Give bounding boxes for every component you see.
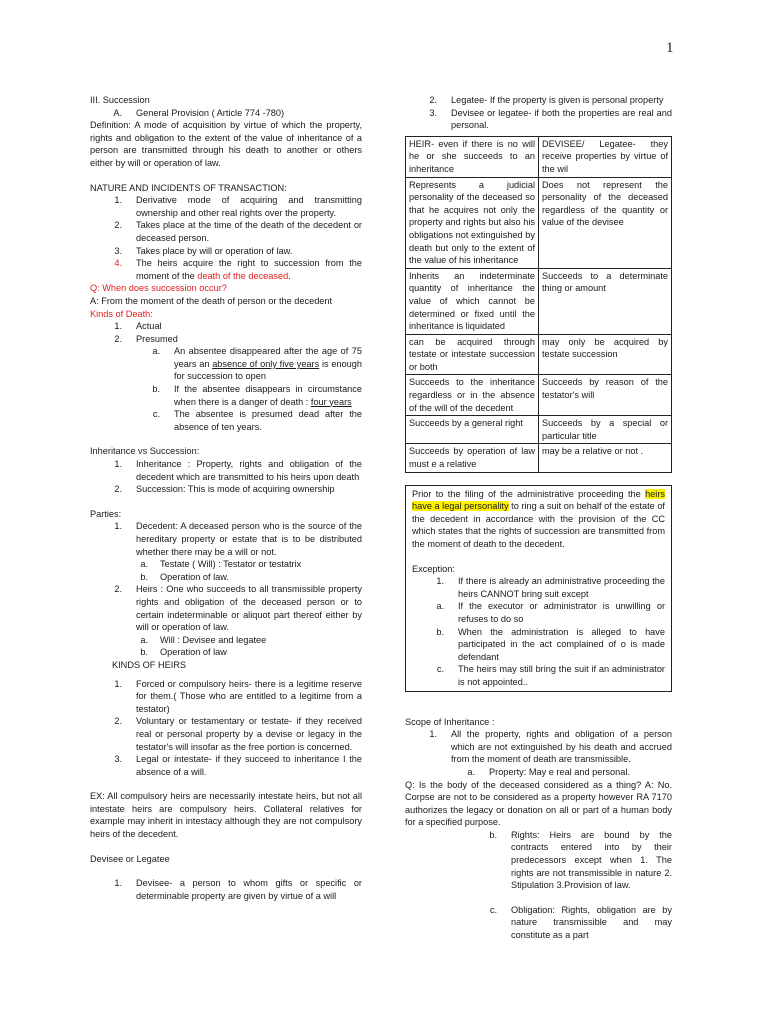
nature-heading: NATURE AND INCIDENTS OF TRANSACTION: <box>90 182 287 193</box>
table-cell: may only be acquired by testate succession <box>539 334 672 375</box>
section-heading: III. Succession <box>90 95 150 105</box>
left-column <box>90 94 362 902</box>
table-cell: Succeeds to the inheritance regardless or in the absence of the will of the decedent <box>406 375 539 416</box>
list-item: 2. Takes place at the time of the death of the decedent or deceased person. <box>114 220 362 243</box>
sub-list-item: b. Operation of law <box>140 647 227 658</box>
parties-heading: Parties: <box>90 508 122 519</box>
list-item: 3. Legal or intestate- if they succeed to inheritance I the absence of a will. <box>114 754 362 777</box>
example-paragraph: EX: All compulsory heirs are necessarily intestate heirs, but not all intestate heirs are compulsory heirs. Collateral relatives for example may inherit in intestacy although they are not compulsory heirs of the decedent. <box>90 791 362 840</box>
table-row <box>406 136 672 177</box>
table-cell: Succeeds by a special or particular title <box>539 416 672 444</box>
table-cell: Represents a judicial personality of the deceased so that he acquires not only the property and rights but also his obligations not extinguished by death but only to the extent of the value of his inheritance <box>406 177 539 268</box>
list-item: c. The heirs may still bring the suit if an administrator is not appointed.. <box>436 664 665 687</box>
list-item: 3. Takes place by will or operation of law. <box>114 245 293 256</box>
table-cell: Does not represent the personality of the deceased regardless of the quantity or value of the devisee <box>539 177 672 268</box>
scope-question: Q: Is the body of the deceased considered as a thing? A: No. Corpse are not to be considered as a property however RA 7170 authorizes the legacy or donation on all or part of a human body for a specified purpose. <box>405 779 672 828</box>
table-cell: may be a relative or not . <box>539 444 672 472</box>
kinds-of-heirs-heading: KINDS OF HEIRS <box>112 659 187 670</box>
table-row <box>406 416 672 444</box>
list-item: b. When the administration is alleged to have participated in the act complained of o is made defendant <box>436 626 665 662</box>
right-column <box>405 94 672 942</box>
box-paragraph: Prior to the filing of the administrative proceeding the heirs have a legal personality to ring a suit on behalf of the estate of the decedent in accordance with the provision of the CC which states that the rights of succession are transmitted from the moment of death to the decedent. <box>412 488 665 549</box>
list-item: 2. Presumed <box>114 333 178 344</box>
list-item: 1. Devisee- a person to whom gifts or specific or determinable property are given by virtue of a will <box>114 878 362 901</box>
table-cell: Succeeds by a general right <box>406 416 539 444</box>
table-cell: HEIR- even if there is no will he or she succeeds to an inheritance <box>406 136 539 177</box>
list-item: 2. Succession: This is mode of acquiring ownership <box>114 484 335 495</box>
legal-personality-box <box>405 485 672 692</box>
sub-list-item: b. Operation of law. <box>140 571 229 582</box>
table-cell: Succeeds by reason of the testator's will <box>539 375 672 416</box>
table-row <box>406 268 672 334</box>
list-item: 1. If there is already an administrative proceeding the heirs CANNOT bring suit except <box>436 576 665 599</box>
heir-vs-devisee-table <box>405 136 672 473</box>
exception-heading: Exception: <box>412 563 455 574</box>
list-item: 1. Decedent: A deceased person who is the source of the hereditary property or estate that is to be distributed whether there may be a will or not. <box>114 521 362 557</box>
table-row <box>406 375 672 416</box>
table-cell: Succeeds to a determinate thing or amount <box>539 268 672 334</box>
list-item: 2. Heirs : One who succeeds to all transmissible property rights and obligation of the deceased person or to certain indeterminable or aliquot part thereof either by will or operation of law. <box>114 584 362 633</box>
sub-list-item: a. Testate ( Will) : Testator or testatrix <box>140 559 302 570</box>
sub-list-item: a. Will : Devisee and legatee <box>140 634 267 645</box>
list-item: a. If the executor or administrator is unwilling or refuses to do so <box>436 601 665 624</box>
list-item: 2. Voluntary or testamentary or testate- if they received real or personal property by a devise or legacy in the testator's will insofar as the free portion is concerned. <box>114 716 362 752</box>
inheritance-heading: Inheritance vs Succession: <box>90 446 200 457</box>
highlight-red-text: death of the deceased <box>197 270 289 281</box>
table-row <box>406 444 672 472</box>
sub-list-item: b. If the absentee disappears in circumstance when there is a danger of death : four years <box>152 384 362 407</box>
list-item: 1. Inheritance : Property, rights and obligation of the decedent which are transmitted to his heirs upon death <box>114 459 362 482</box>
page-number: 1 <box>666 40 674 56</box>
devisee-heading: Devisee or Legatee <box>90 853 170 864</box>
list-item: 3. Devisee or legatee- if both the properties are real and personal. <box>429 107 672 131</box>
list-item: 2. Legatee- If the property is given is personal property <box>429 95 664 105</box>
table-cell: DEVISEE/ Legatee- they receive properties by virtue of the wil <box>539 136 672 177</box>
sub-list-item: a. Property: May e real and personal. <box>467 766 630 777</box>
table-row <box>406 177 672 268</box>
definition-paragraph: Definition: A mode of acquisition by virtue of which the property, rights and obligation to the extent of the value of inheritance of a person are transmitted through his death to another or others either by will or operation of law. <box>90 120 362 168</box>
sub-list-item: c. The absentee is presumed dead after the absence of ten years. <box>152 409 362 432</box>
table-row <box>406 334 672 375</box>
list-item: 1. Forced or compulsory heirs- there is a legitime reserve for them.( Those who are entitled to a legitime from a testator) <box>114 678 362 714</box>
highlighted-text: heirs have a legal personality <box>412 488 665 512</box>
table-cell: Succeeds by operation of law must e a relative <box>406 444 539 472</box>
kinds-of-death-heading: Kinds of Death: <box>90 308 153 319</box>
list-item: 1. All the property, rights and obligation of a person which are not extinguished by his death and accrued from the moment of death are transmissible. <box>429 729 672 765</box>
table-cell: can be acquired through testate or intestate succession or both <box>406 334 539 375</box>
sub-list-item: a. An absentee disappeared after the age of 75 years an absence of only five years is enough for succession to open <box>152 346 362 382</box>
table-cell: Inherits an indeterminate quantity of inheritance the value of which cannot be determined or fixed until the inheritance is liquidated <box>406 268 539 334</box>
answer: A: From the moment of the death of person or the decedent <box>90 295 333 306</box>
list-item: 1. Actual <box>114 321 162 332</box>
sub-heading: A. General Provision ( Article 774 -780) <box>113 107 285 118</box>
scope-heading: Scope of Inheritance : <box>405 716 495 727</box>
sub-list-item: b. Rights: Heirs are bound by the contracts entered into by their predecessors except when 1. The rights are not transmissible in nature 2. Stipulation 3.Provision of law. <box>489 829 672 891</box>
question: Q: When does succession occur? <box>90 283 227 294</box>
list-item: 4. The heirs acquire the right to succession from the moment of the death of the deceased. <box>114 258 362 281</box>
list-item: 1. Derivative mode of acquiring and transmitting ownership and other real rights over the property. <box>114 195 362 218</box>
nature-list <box>90 194 362 282</box>
sub-list-item: c. Obligation: Rights, obligation are by nature transmissible and may constitute as a part <box>489 904 672 941</box>
